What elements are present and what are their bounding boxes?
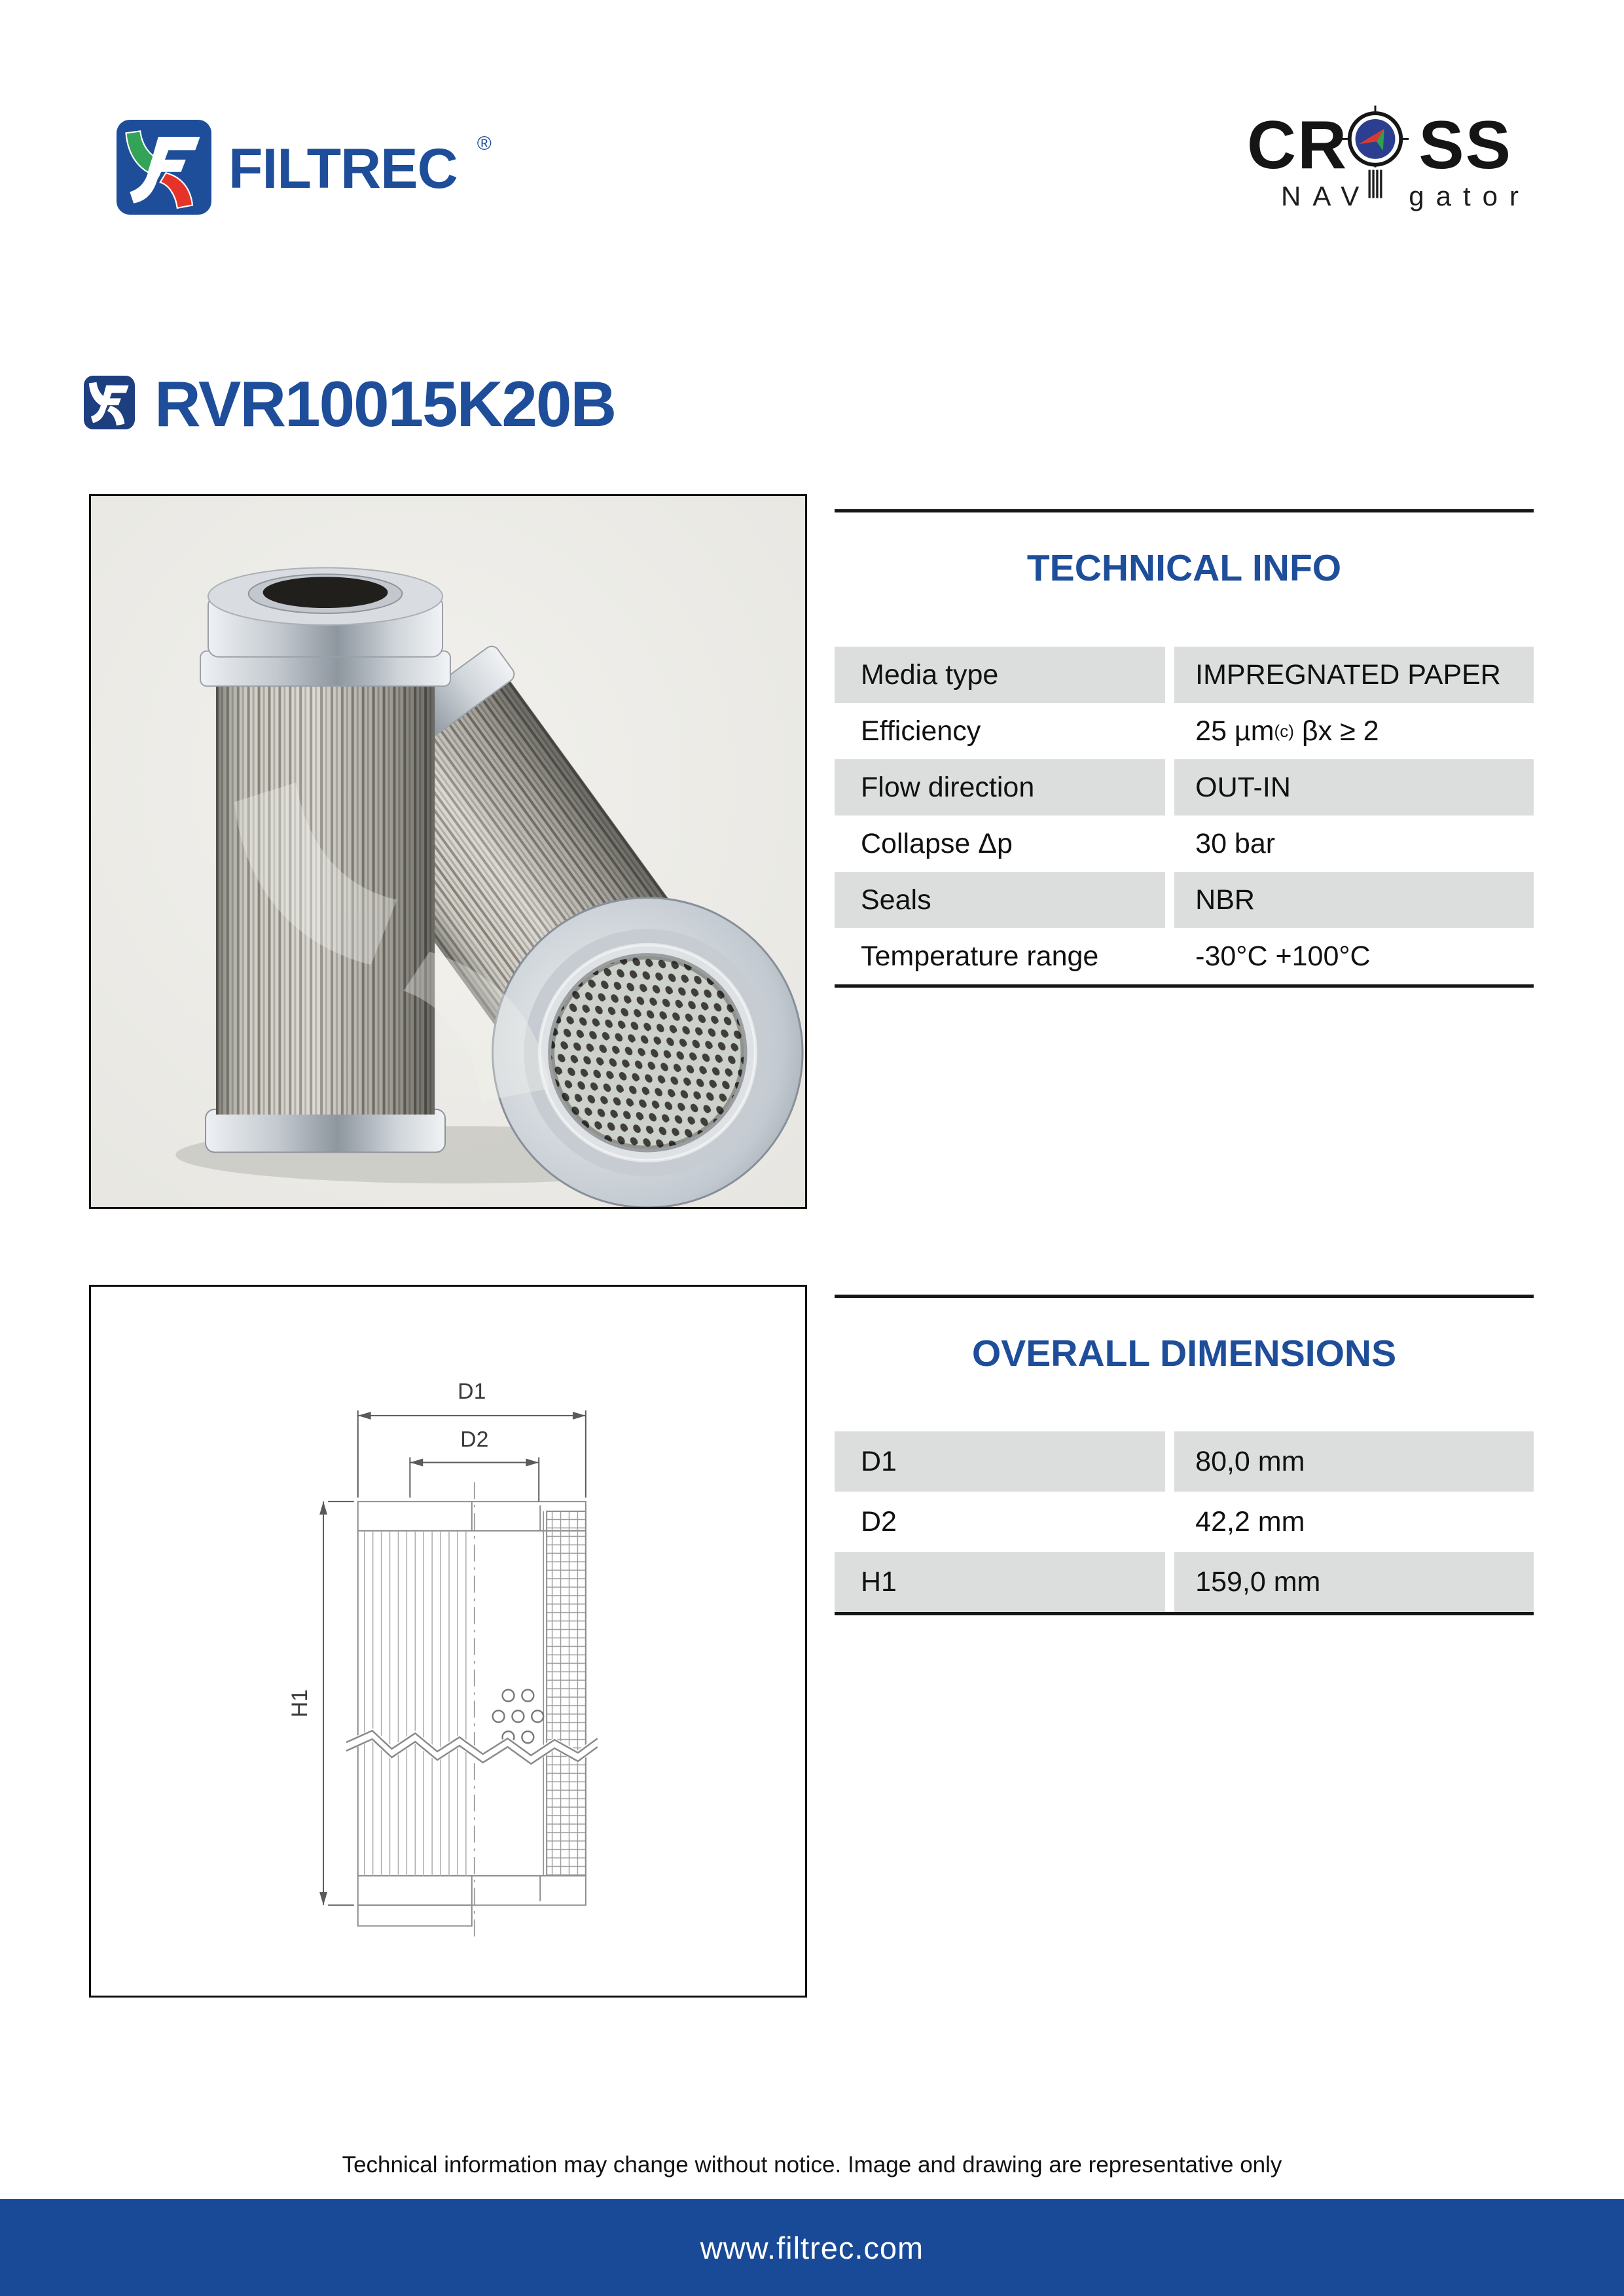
cross-logo-cr: CR <box>1247 107 1348 183</box>
row-value: -30°C +100°C <box>1195 940 1371 972</box>
row-value: 30 bar <box>1195 827 1276 859</box>
cross-logo-line2 <box>1281 181 1530 212</box>
row-label: D2 <box>861 1505 897 1537</box>
row-label: D1 <box>835 1431 1165 1492</box>
row-value: 25 µm (c) βx ≥ 2 <box>1195 715 1379 747</box>
row-value: 80,0 mm <box>1174 1431 1534 1492</box>
cross-logo-nav: NAV <box>1281 181 1371 211</box>
technical-info-table <box>835 647 1534 988</box>
column-gap <box>1165 1492 1174 1552</box>
filtrec-logo <box>117 120 492 218</box>
technical-info-section <box>835 509 1534 988</box>
product-code: RVR10015K20B <box>154 368 616 440</box>
filtrec-mini-icon <box>84 376 135 433</box>
section-top-rule <box>835 1295 1534 1298</box>
overall-dimensions-table <box>835 1431 1534 1615</box>
column-gap <box>1165 816 1174 872</box>
drawing-label-h1: H1 <box>287 1689 313 1718</box>
table-row <box>835 1552 1534 1612</box>
table-row <box>835 1431 1534 1492</box>
drawing-label-d2: D2 <box>460 1427 489 1452</box>
column-gap <box>1165 1552 1174 1612</box>
column-gap <box>1165 703 1174 759</box>
column-gap <box>1165 759 1174 816</box>
table-row <box>835 1492 1534 1552</box>
row-value: OUT-IN <box>1174 759 1534 816</box>
row-value: NBR <box>1174 872 1534 928</box>
drawing-label-d1: D1 <box>458 1379 486 1405</box>
row-value: 42,2 mm <box>1195 1505 1305 1537</box>
cross-logo-ss: SS <box>1418 107 1512 183</box>
column-gap <box>1165 928 1174 984</box>
product-photo-frame <box>89 494 807 1209</box>
section-top-rule <box>835 509 1534 512</box>
cross-logo-gator: gator <box>1409 181 1530 211</box>
row-value: 159,0 mm <box>1174 1552 1534 1612</box>
product-photo <box>91 496 805 1207</box>
technical-drawing <box>91 1287 805 1996</box>
column-gap <box>1165 647 1174 703</box>
cross-navigator-logo <box>1247 107 1530 236</box>
row-label: Media type <box>835 647 1165 703</box>
table-bottom-rule <box>835 1612 1534 1615</box>
row-label: Efficiency <box>861 715 981 747</box>
table-row <box>835 872 1534 928</box>
filtrec-logo-icon <box>117 120 211 218</box>
registered-trademark-symbol: ® <box>477 133 492 154</box>
table-row <box>835 759 1534 816</box>
row-label: Seals <box>835 872 1165 928</box>
table-row <box>835 816 1534 872</box>
footer-bar <box>0 2199 1624 2296</box>
row-label: Flow direction <box>835 759 1165 816</box>
product-heading <box>84 368 616 440</box>
column-gap <box>1165 1431 1174 1492</box>
filtrec-wordmark: FILTREC <box>228 137 458 200</box>
technical-info-title: TECHNICAL INFO <box>1026 547 1342 589</box>
table-row <box>835 928 1534 984</box>
row-value: IMPREGNATED PAPER <box>1174 647 1534 703</box>
table-row <box>835 647 1534 703</box>
disclaimer-text: Technical information may change without notice. Image and drawing are representative only <box>342 2152 1282 2178</box>
table-row <box>835 703 1534 759</box>
overall-dimensions-title: OVERALL DIMENSIONS <box>971 1333 1397 1374</box>
website-link[interactable]: www.filtrec.com <box>700 2230 924 2265</box>
technical-drawing-frame <box>89 1285 807 1998</box>
row-label: H1 <box>835 1552 1165 1612</box>
overall-dimensions-section <box>835 1295 1534 1615</box>
row-label: Collapse Δp <box>861 827 1013 859</box>
table-bottom-rule <box>835 984 1534 988</box>
column-gap <box>1165 872 1174 928</box>
row-label: Temperature range <box>861 940 1099 972</box>
